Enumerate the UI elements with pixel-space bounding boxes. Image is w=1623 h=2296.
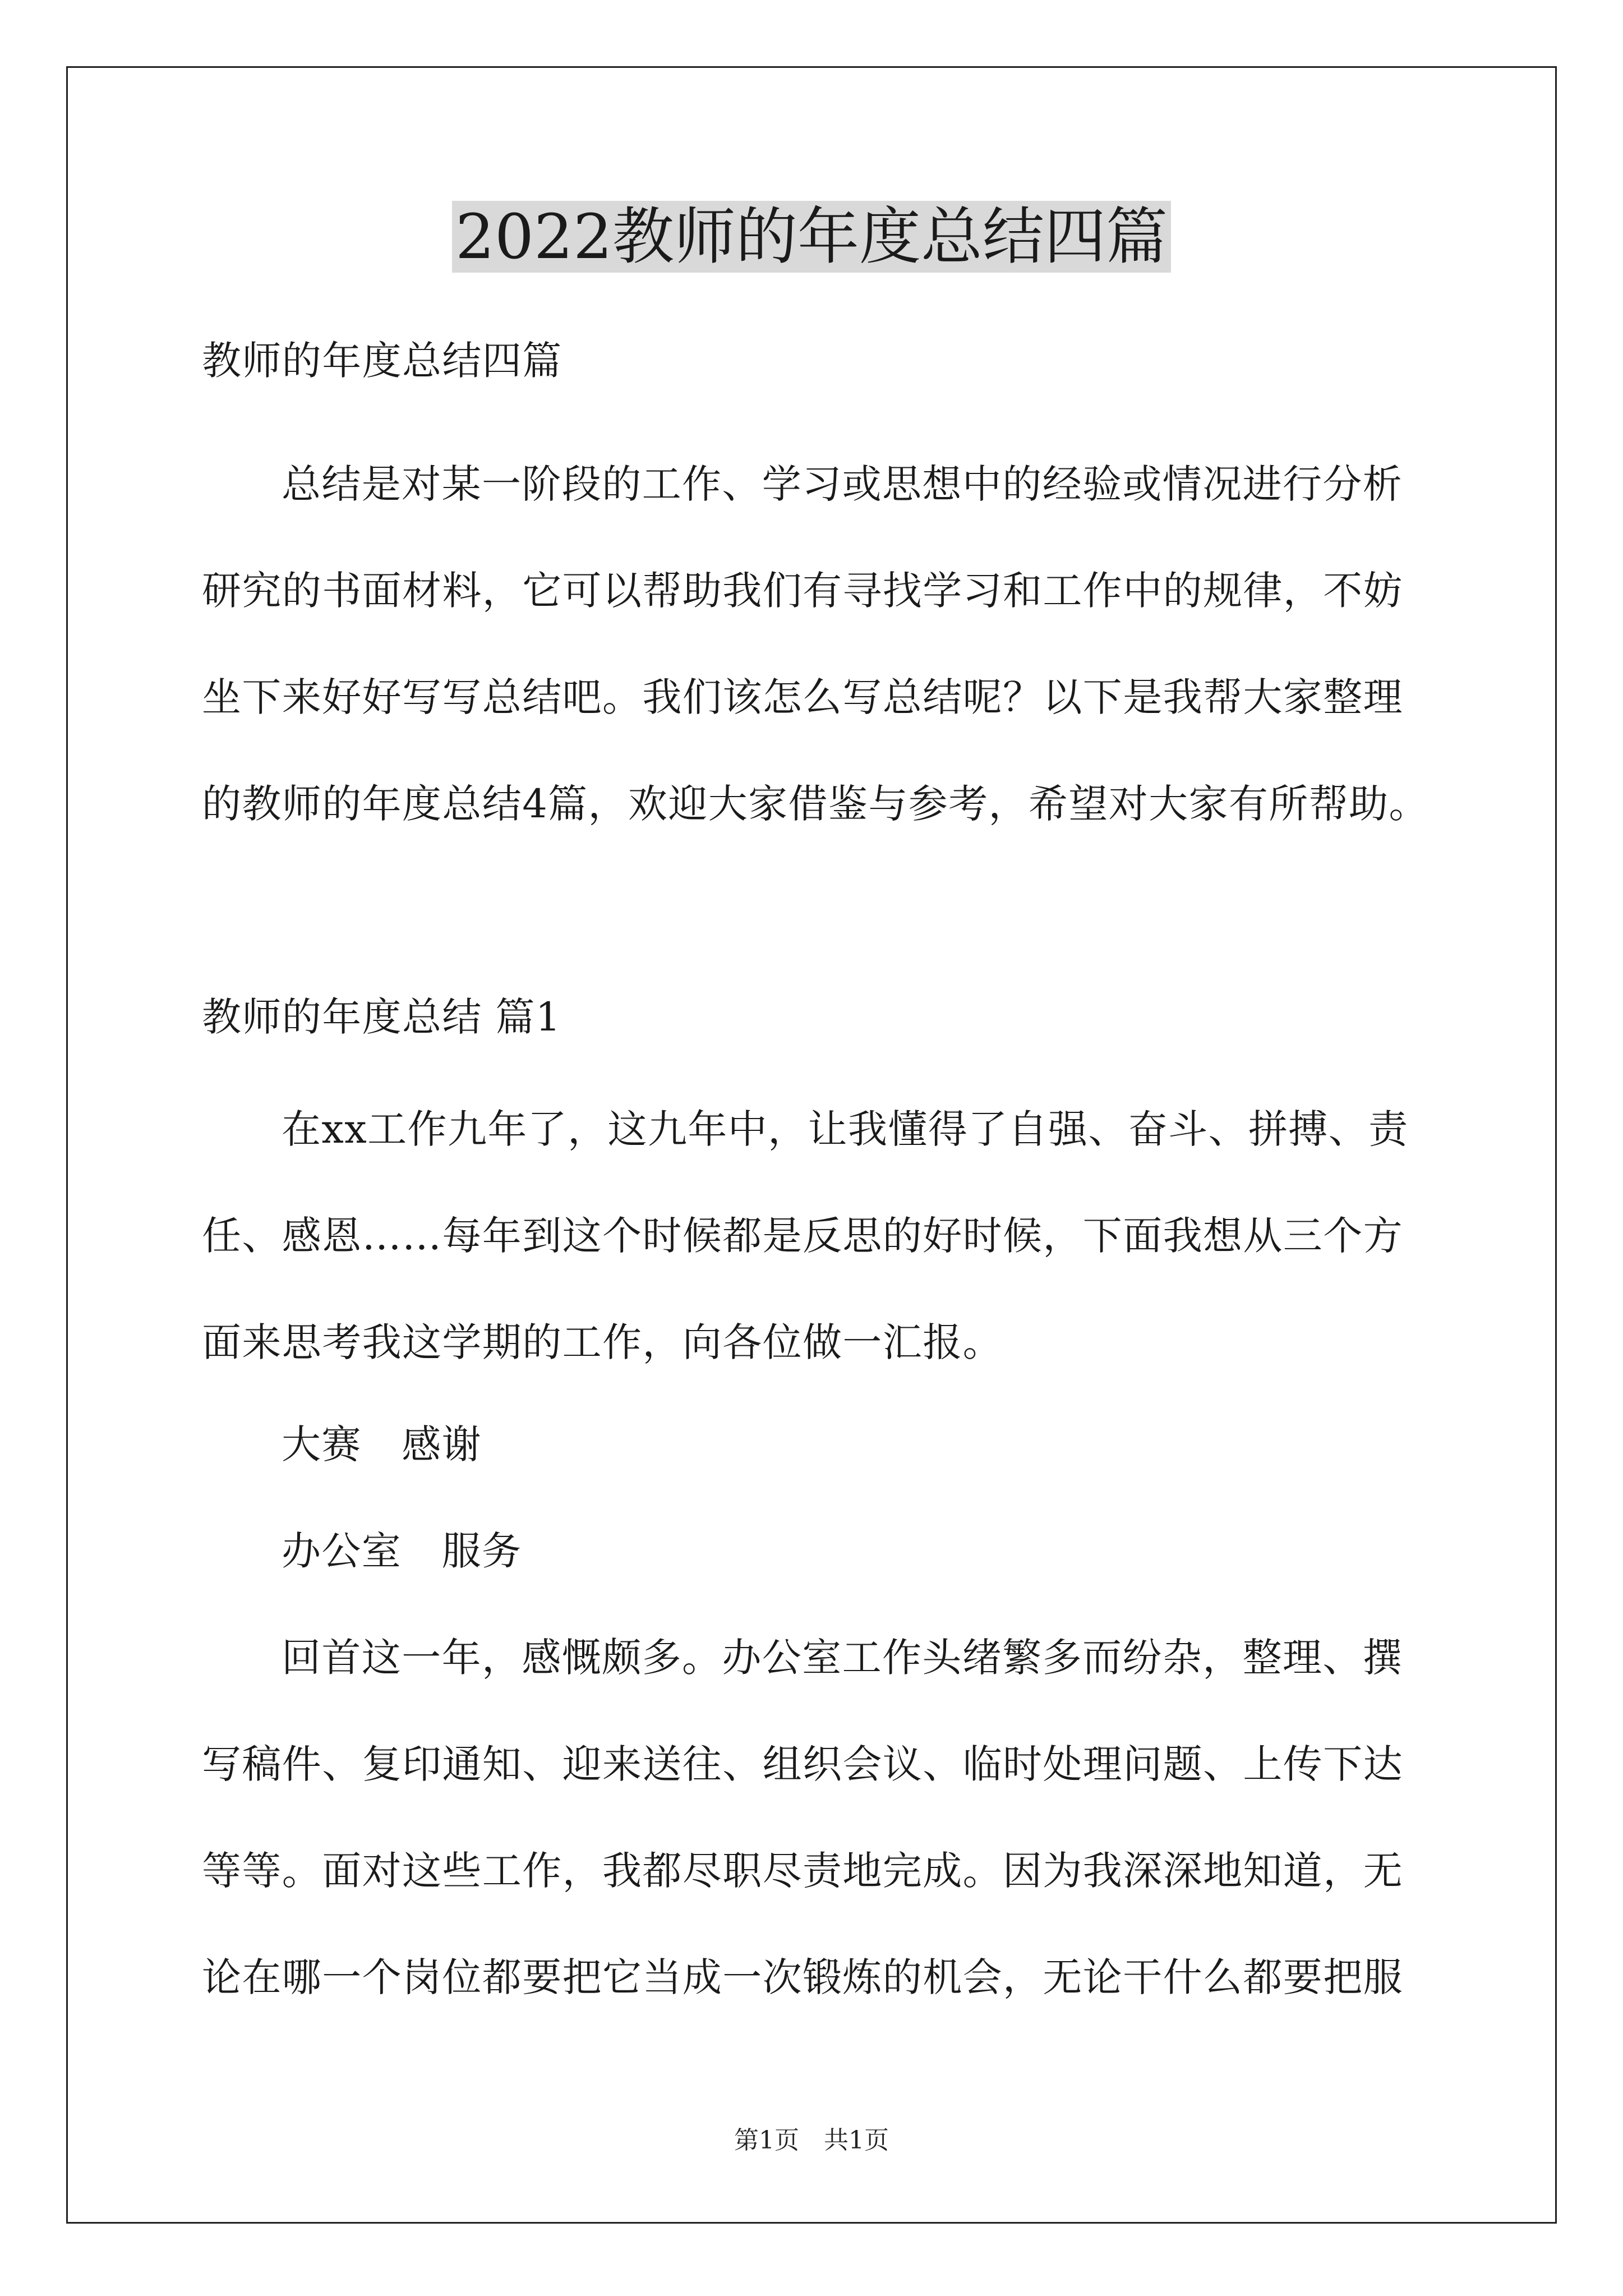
title-text: 2022教师的年度总结四篇 bbox=[452, 201, 1171, 273]
intro-line-2: 研究的书面材料，它可以帮助我们有寻找学习和工作中的规律，不妨 bbox=[202, 568, 1403, 614]
subtitle: 教师的年度总结四篇 bbox=[202, 338, 562, 384]
page-footer: 第1页 共1页 bbox=[734, 2126, 889, 2155]
intro-line-3: 坐下来好好写写总结吧。我们该怎么写总结呢？以下是我帮大家整理 bbox=[202, 674, 1403, 720]
para1-line-3: 面来思考我这学期的工作，向各位做一汇报。 bbox=[202, 1319, 1003, 1365]
para2-line-2: 写稿件、复印通知、迎来送往、组织会议、临时处理问题、上传下达 bbox=[202, 1741, 1403, 1787]
intro-line-4: 的教师的年度总结4篇，欢迎大家借鉴与参考，希望对大家有所帮助。 bbox=[202, 781, 1429, 827]
document-title bbox=[0, 197, 1623, 276]
para2-line-3: 等等。面对这些工作，我都尽职尽责地完成。因为我深深地知道，无 bbox=[202, 1848, 1403, 1894]
section-heading-1: 教师的年度总结 篇1 bbox=[202, 994, 561, 1040]
subheading-office: 办公室 服务 bbox=[282, 1528, 522, 1574]
para2-line-1: 回首这一年，感慨颇多。办公室工作头绪繁多而纷杂，整理、撰 bbox=[282, 1635, 1403, 1681]
intro-line-1: 总结是对某一阶段的工作、学习或思想中的经验或情况进行分析 bbox=[282, 461, 1403, 507]
para1-line-1: 在xx工作九年了，这九年中，让我懂得了自强、奋斗、拼搏、责 bbox=[282, 1106, 1409, 1152]
subheading-contest: 大赛 感谢 bbox=[282, 1421, 482, 1467]
para1-line-2: 任、感恩……每年到这个时候都是反思的好时候，下面我想从三个方 bbox=[202, 1213, 1403, 1259]
para2-line-4: 论在哪一个岗位都要把它当成一次锻炼的机会，无论干什么都要把服 bbox=[202, 1954, 1403, 2000]
